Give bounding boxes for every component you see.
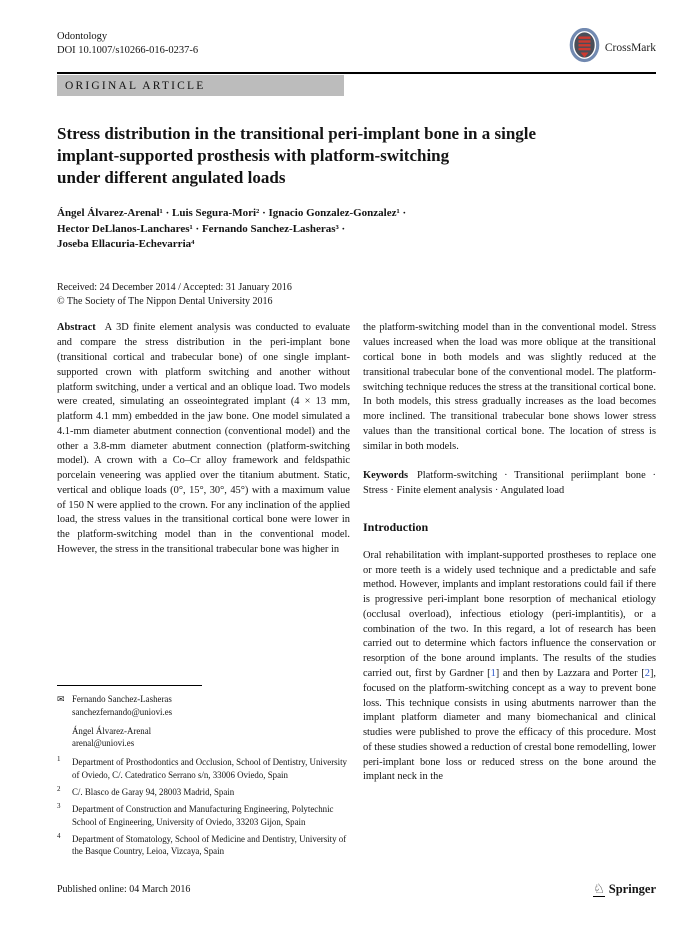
footnote-rule <box>57 685 202 686</box>
springer-brand <box>593 882 656 897</box>
affiliation-text: C/. Blasco de Garay 94, 28003 Madrid, Spain <box>72 787 235 798</box>
keywords-label: Keywords <box>363 470 409 482</box>
corresponding-email[interactable]: arenal@uniovi.es <box>72 738 135 749</box>
journal-name: Odontology <box>57 31 108 42</box>
affiliation-number: 2 <box>57 785 61 794</box>
received-accepted: Received: 24 December 2014 / Accepted: 31 January 2016 <box>57 282 292 294</box>
author-list <box>57 206 656 252</box>
corresponding-author <box>57 693 350 718</box>
article-dates <box>57 281 656 308</box>
envelope-icon: ✉ <box>57 694 65 705</box>
affiliation-item <box>57 756 350 781</box>
crossmark-label: CrossMark <box>604 42 656 54</box>
intro-text: ] and then by Lazzara and Porter [ <box>495 668 645 679</box>
author-line: Ángel Álvarez-Arenal¹ · Luis Segura-Mori² · Ignacio Gonzalez-Gonzalez¹ · <box>57 207 407 220</box>
keywords-text: Platform-switching · Transitional periimplant bone · Stress · Finite element analysis · Angulated load <box>363 470 656 497</box>
abstract-continuation: the platform-switching model than in the conventional model. Stress values increased when the load was more oblique at the transitional cortical bone in both models and was slightly reduced at the transitional trabecular bone of the conventional model. The platform-switching technique reduces the stress at the transitional cortical bone. In both models, this stress gradually increases as the load becomes more inclined. The transitional trabecular bone shows lower stress values than the transitional cortical bone. The location of stress is similar in both models. <box>363 322 656 452</box>
keywords-paragraph <box>363 469 656 499</box>
affiliation-item <box>57 803 350 828</box>
introduction-paragraph <box>363 549 656 785</box>
left-column <box>57 321 350 862</box>
right-column <box>363 321 656 862</box>
page-footer <box>57 882 656 897</box>
footnote-block <box>57 685 350 862</box>
affiliation-text: Department of Construction and Manufacturing Engineering, Polytechnic School of Engineering, University of Oviedo, 33203 Gijon, Spain <box>72 804 334 827</box>
co-corresponding-author <box>57 725 350 750</box>
corresponding-name: Ángel Álvarez-Arenal <box>72 725 152 736</box>
page-header <box>57 30 656 70</box>
affiliation-number: 3 <box>57 802 61 811</box>
title-line: under different angulated loads <box>57 168 286 188</box>
affiliation-item <box>57 833 350 858</box>
author-line: Joseba Ellacuria-Echevarria⁴ <box>57 238 195 251</box>
affiliation-number: 4 <box>57 831 61 840</box>
corresponding-email[interactable]: sanchezfernando@uniovi.es <box>72 706 173 717</box>
abstract-text-col1: A 3D finite element analysis was conducted to evaluate and compare the stress distribution in the peri-implant bone (transitional cortical and trabecular bone) of one single implant-supported crown with platform switching and another without platform switching, under a vertical and an oblique load. Two models were created, simulating an osseointegrated implant (4 × 13 mm, platform 4.1 mm) embedded in the jaw bone. One model simulated a 4.1-mm diameter abutment connection (conventional model) and the other a 3.8-mm diameter abutment connection (platform-switching model). A crown with a Co–Cr alloy framework and feldspathic porcelain veneering was applied over the titanium abutment. Static, vertical and oblique loads (0°, 15°, 30°, 45°) with a maximum value of 150 N were applied to the crown. For any inclination of the applied load, the stress values in the transitional cortical bone were lower in the platform-switching model than in the conventional model. However, the stress in the transitional trabecular bone was higher in <box>57 322 350 555</box>
published-online: Published online: 04 March 2016 <box>57 884 191 895</box>
article-title <box>57 123 656 189</box>
crossmark-badge[interactable] <box>569 28 656 68</box>
crossmark-icon <box>569 28 600 68</box>
abstract-label: Abstract <box>57 322 96 334</box>
title-line: implant-supported prosthesis with platform-switching <box>57 146 450 166</box>
intro-text: ], focused on the platform-switching concept as a way to prevent bone loss. This technique consists in using abutments narrower than the implant platform diameter and many biomechanical and clinical studies were published to prove the efficacy of this procedure. Most of these studies showed a reduction of crestal bone remodelling, lower peri-implant bone loss or reduced stress on the bone around the implant neck in the <box>363 668 656 783</box>
title-line: Stress distribution in the transitional peri-implant bone in a single <box>57 124 537 143</box>
affiliation-item <box>57 786 350 798</box>
article-type-banner <box>57 75 344 96</box>
affiliation-text: Department of Stomatology, School of Medicine and Dentistry, University of the Basque Country, Leioa, Vizcaya, Spain <box>72 833 347 857</box>
springer-logo-icon: ♘ <box>593 881 605 897</box>
doi: DOI 10.1007/s10266-016-0237-6 <box>57 45 199 57</box>
header-rule <box>57 72 656 74</box>
copyright-line: © The Society of The Nippon Dental University 2016 <box>57 295 273 307</box>
two-column-body <box>57 321 656 862</box>
abstract-paragraph <box>57 321 350 557</box>
section-heading-introduction: Introduction <box>363 519 429 534</box>
affiliation-text: Department of Prosthodontics and Occlusion, School of Dentistry, University of Oviedo, C/. Catedratico Serrano s/n, 33006 Oviedo, Spain <box>72 757 347 780</box>
citation-link-2[interactable]: 2 <box>644 668 650 679</box>
citation-link-1[interactable]: 1 <box>490 668 496 679</box>
springer-label: Springer <box>608 882 656 896</box>
article-type-label: ORIGINAL ARTICLE <box>65 79 206 92</box>
affiliation-number: 1 <box>57 755 61 764</box>
author-line: Hector DeLlanos-Lanchares¹ · Fernando Sanchez-Lasheras³ · <box>57 222 346 235</box>
corresponding-name: Fernando Sanchez-Lasheras <box>72 694 172 705</box>
intro-text: Oral rehabilitation with implant-supported prostheses to replace one or more teeth is a widely used technique and a predictable and safe method. However, implants and implant restorations could fail if there is progressive peri-implant bone resorption of mechanical etiology (occlusal overload), infectious etiology (peri-implantitis), or a combination of the two. In this regard, a lot of research has been carried out to determine which factors influence the conservation or resorption of the bone around implants. The results of the studies carried out, first by Gardner [ <box>363 549 656 679</box>
